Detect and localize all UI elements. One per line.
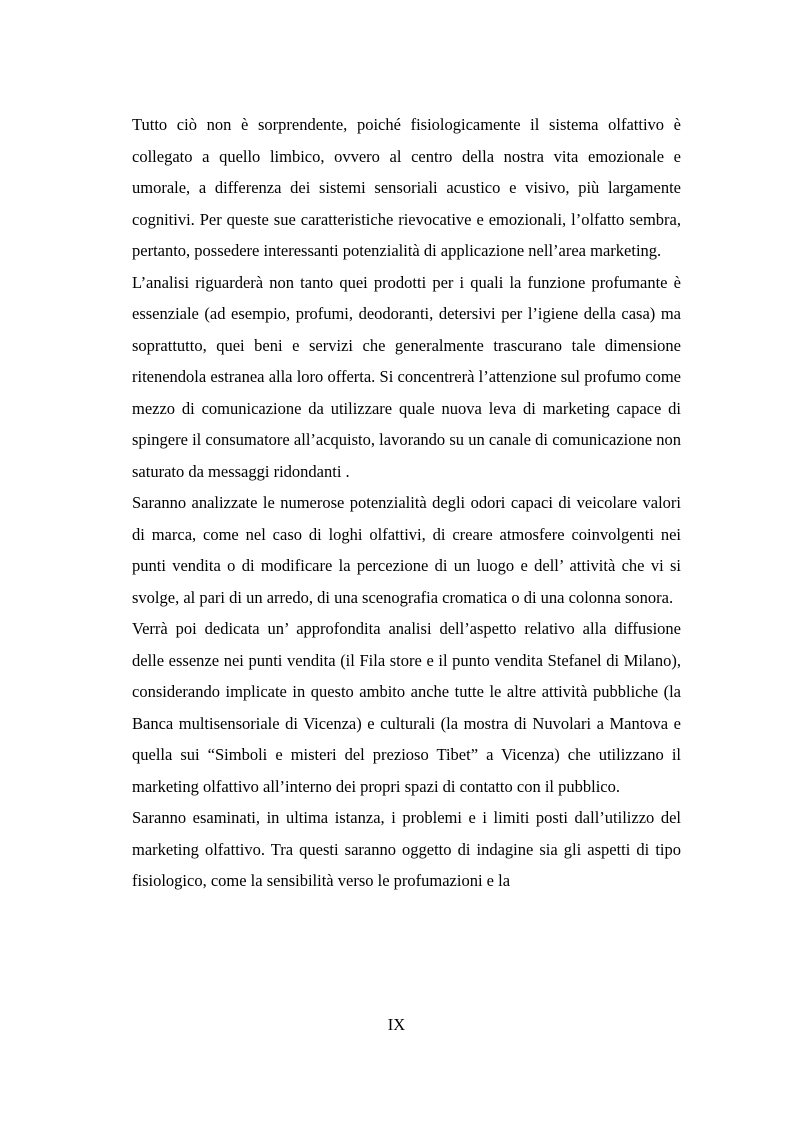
page-number: IX xyxy=(387,1015,406,1034)
paragraph-1: Tutto ciò non è sorprendente, poiché fisiologicamente il sistema olfattivo è collegato a quello limbico, ovvero al centro della nostra vita emozionale e umorale, a differenza dei sistemi sensoriali acustico e visivo, più largamente cognitivi. Per queste sue caratteristiche rievocative e emozionali, l’olfatto sembra, pertanto, possedere interessanti potenzialità di applicazione nell’area marketing. xyxy=(132,115,681,260)
paragraph-3: Saranno analizzate le numerose potenzialità degli odori capaci di veicolare valori di marca, come nel caso di loghi olfattivi, di creare atmosfere coinvolgenti nei punti vendita o di modificare la percezione di un luogo e dell’ attività che vi si svolge, al pari di un arredo, di una scenografia cromatica o di una colonna sonora. xyxy=(132,493,681,607)
body-text xyxy=(132,109,681,897)
paragraph-5: Saranno esaminati, in ultima istanza, i problemi e i limiti posti dall’utilizzo del marketing olfattivo. Tra questi saranno oggetto di indagine sia gli aspetti di tipo fisiologico, come la sensibilità verso le profumazioni e la xyxy=(132,808,681,890)
paragraph-2: L’analisi riguarderà non tanto quei prodotti per i quali la funzione profumante è essenziale (ad esempio, profumi, deodoranti, detersivi per l’igiene della casa) ma soprattutto, quei beni e servizi che generalmente trascurano tale dimensione ritenendola estranea alla loro offerta. Si concentrerà l’attenzione sul profumo come mezzo di comunicazione da utilizzare quale nuova leva di marketing capace di spingere il consumatore all’acquisto, lavorando su un canale di comunicazione non saturato da messaggi ridondanti . xyxy=(132,272,681,481)
paragraph-4: Verrà poi dedicata un’ approfondita analisi dell’aspetto relativo alla diffusione delle essenze nei punti vendita (il Fila store e il punto vendita Stefanel di Milano), considerando implicate in questo ambito anche tutte le altre attività pubbliche (la Banca multisensoriale di Vicenza) e culturali (la mostra di Nuvolari a Mantova e quella sui “Simboli e misteri del prezioso Tibet” a Vicenza) che utilizzano il marketing olfattivo all’interno dei propri spazi di contatto con il pubblico. xyxy=(132,619,681,796)
